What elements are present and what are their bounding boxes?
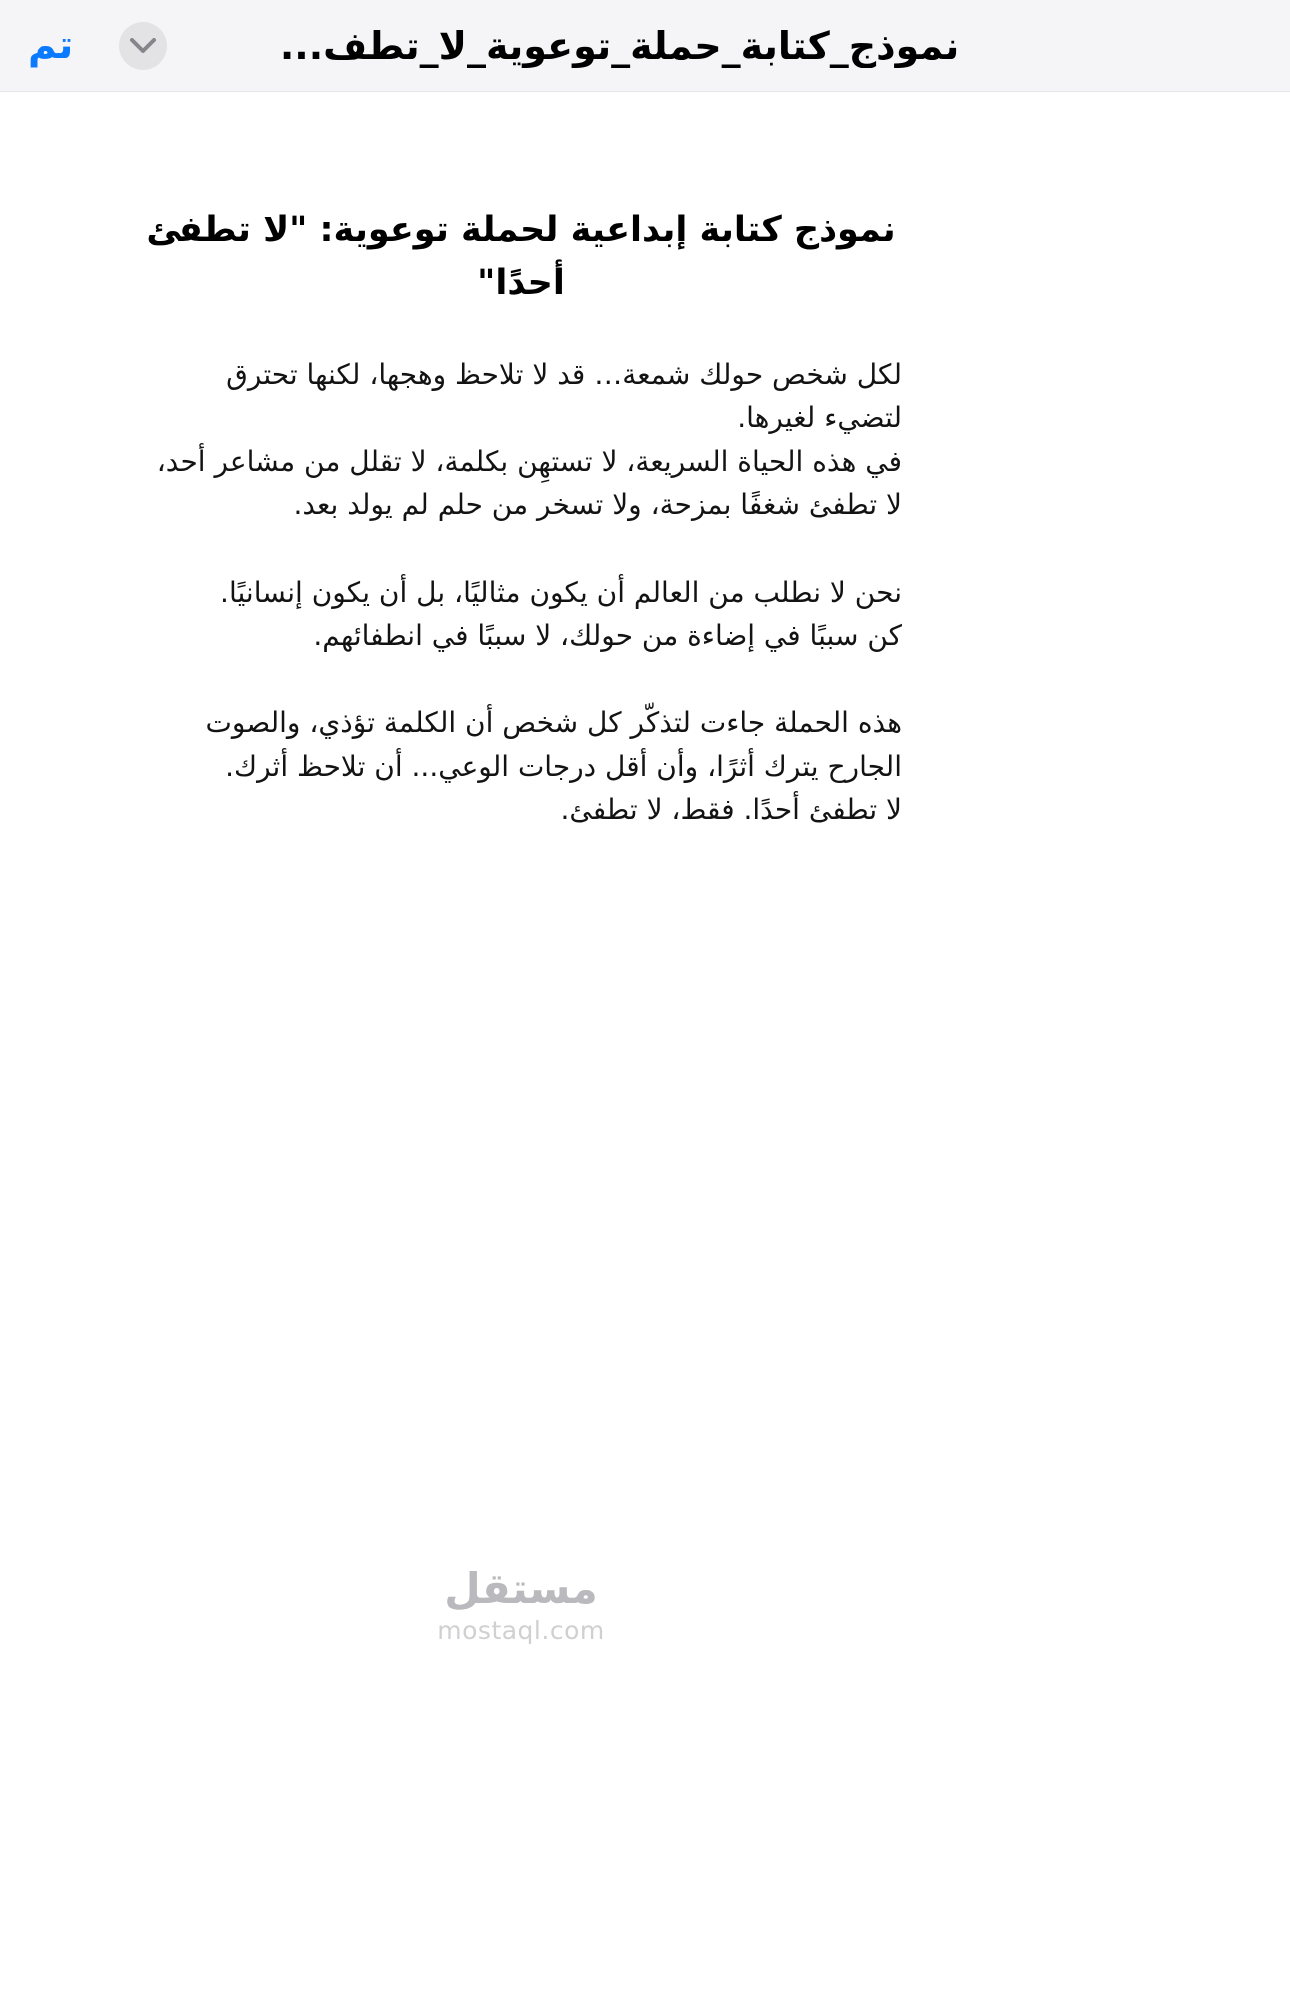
watermark-site-url: mostaql.com [437,1616,605,1646]
mostaql-logo: مستقل [444,1564,598,1613]
document-page [140,204,902,832]
document-preview [0,92,1290,1991]
text-line: في هذه الحياة السريعة، لا تستهِن بكلمة، لا تقلل من مشاعر أحد، لا تطفئ شغفًا بمزحة، ولا تسخر من حلم لم يولد بعد. [156,444,902,522]
text-line: لا تطفئ أحدًا. فقط، لا تطفئ. [560,793,902,827]
paragraph-3 [140,701,902,831]
document-filename[interactable]: نموذج_كتابة_حملة_توعوية_لا_تطف... [279,23,960,68]
document-heading: نموذج كتابة إبداعية لحملة توعوية: "لا تطفئ أحدًا" [146,210,896,303]
text-line: نحن لا نطلب من العالم أن يكون مثاليًا، بل أن يكون إنسانيًا. [220,575,902,609]
paragraph-2 [140,571,902,658]
text-line: هذه الحملة جاءت لتذكّر كل شخص أن الكلمة تؤذي، والصوت الجارح يترك أثرًا، وأن أقل درجات الوعي... أن تلاحظ أثرك. [205,706,902,783]
toolbar [0,0,1290,92]
text-line: لكل شخص حولك شمعة… قد لا تلاحظ وهجها، لكنها تحترق لتضيء لغيرها. [226,358,902,435]
text-line: كن سببًا في إضاءة من حولك، لا سببًا في انطفائهم. [313,618,902,652]
done-button[interactable]: تم [28,23,74,68]
chevron-down-icon[interactable] [119,22,167,70]
paragraph-1 [140,353,902,527]
watermark [140,1564,902,1645]
